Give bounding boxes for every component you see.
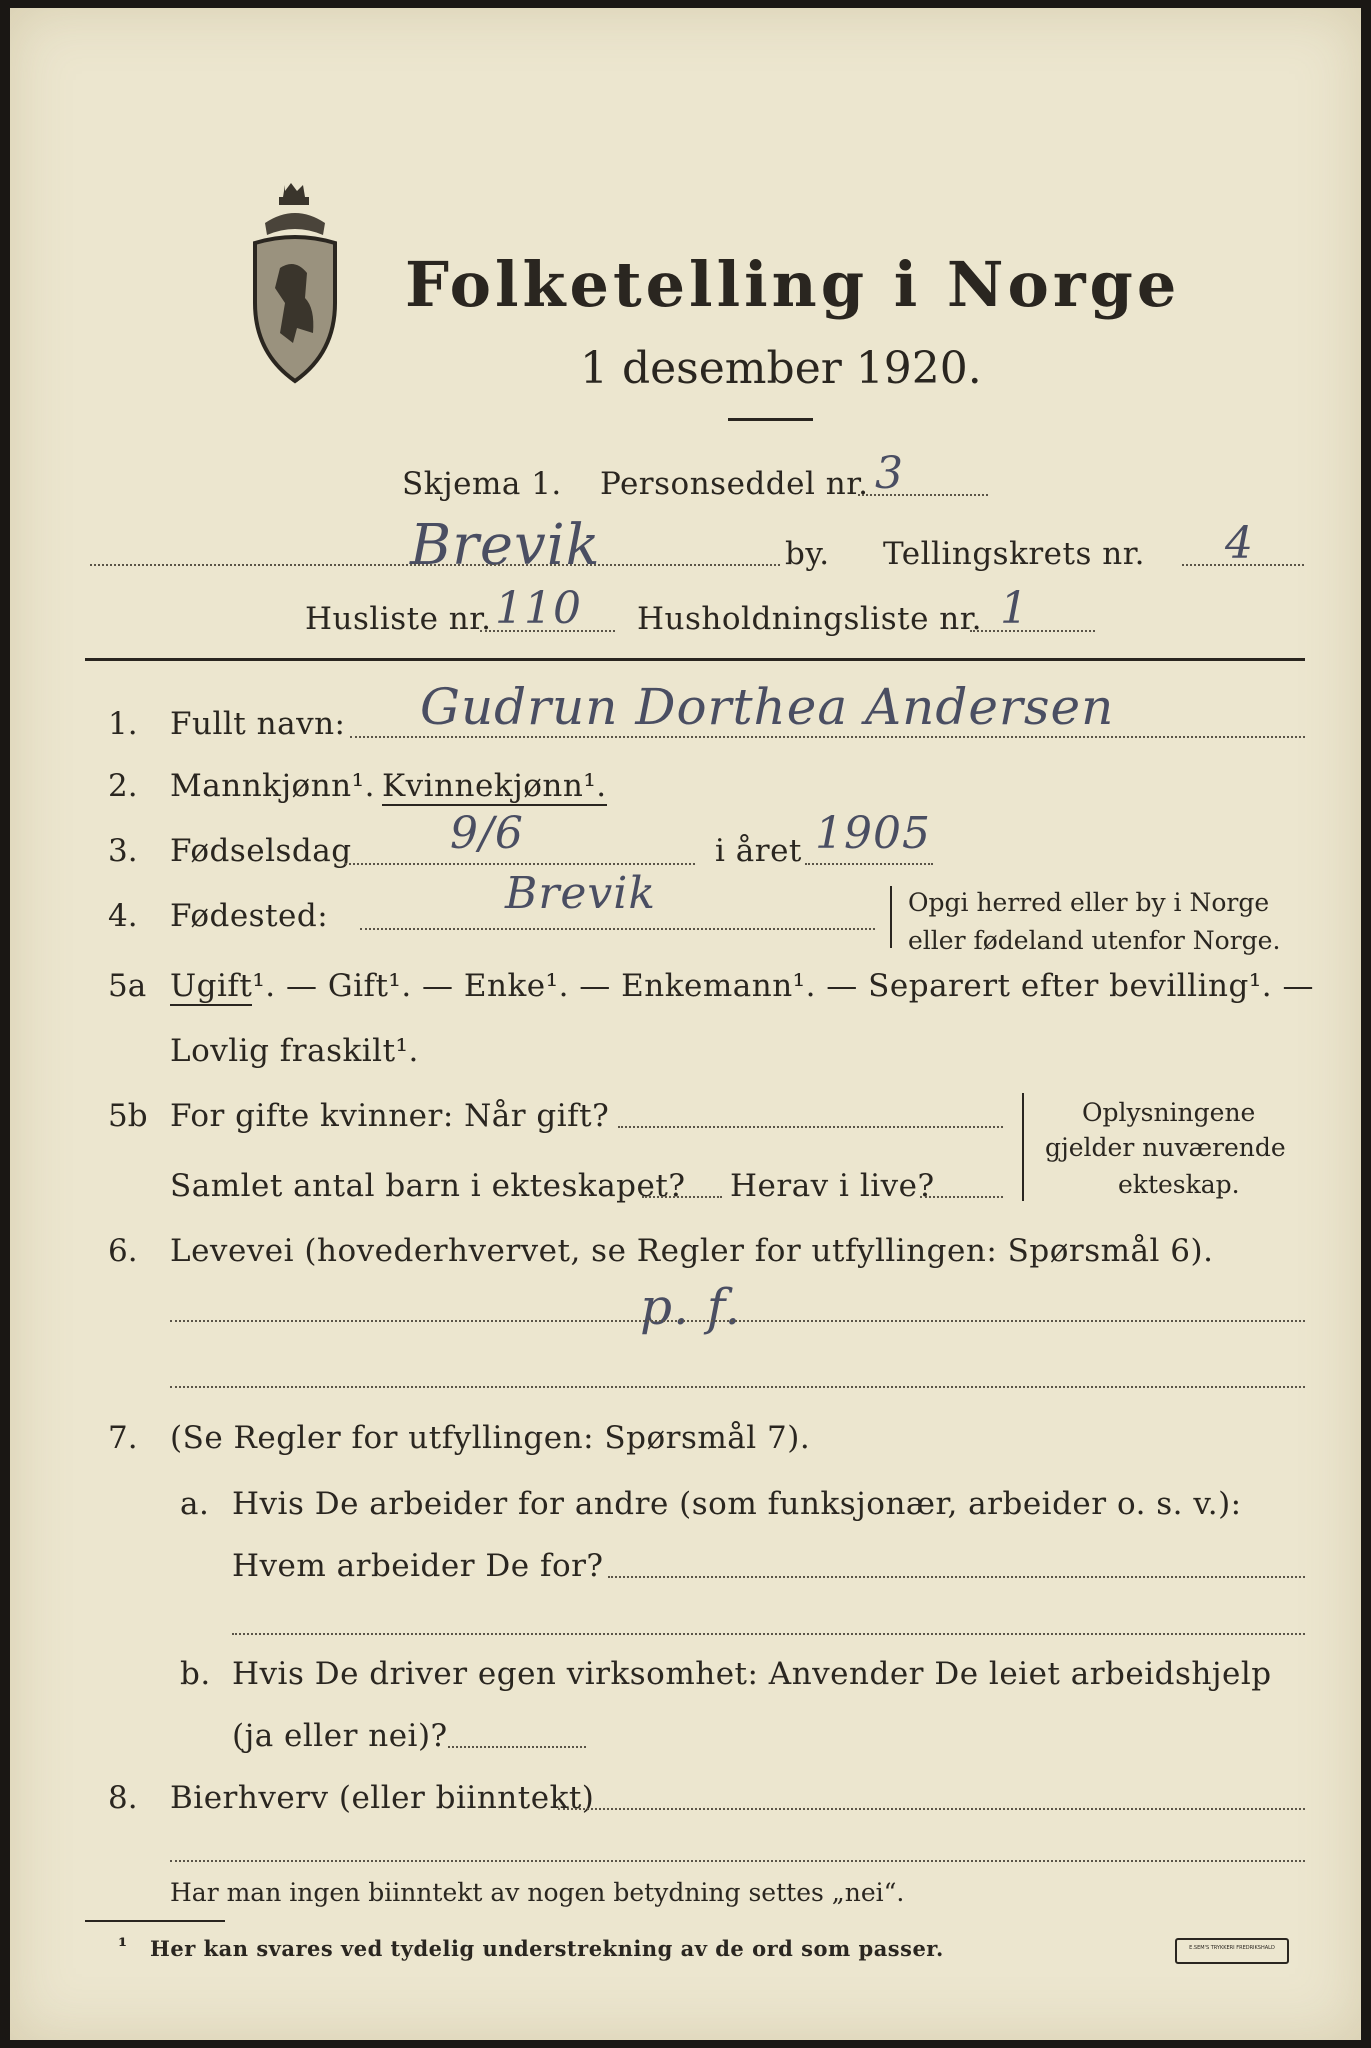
personseddel-value[interactable]: 3 bbox=[875, 448, 904, 499]
q7-number: 7. bbox=[108, 1420, 138, 1456]
q7-label: (Se Regler for utfyllingen: Spørsmål 7). bbox=[170, 1420, 811, 1456]
q6-label: Levevei (hovederhvervet, se Regler for utfyllingen: Spørsmål 6). bbox=[170, 1233, 1214, 1269]
title-divider bbox=[728, 418, 813, 421]
female-option[interactable]: Kvinnekjønn¹. bbox=[382, 768, 607, 804]
q5b-children-label: Samlet antal barn i ekteskapet? bbox=[170, 1168, 686, 1204]
q8-label: Bierhverv (eller biinntekt) bbox=[170, 1780, 595, 1816]
husliste-label: Husliste nr. bbox=[305, 601, 492, 637]
q5b-note-3: ekteskap. bbox=[1118, 1170, 1240, 1199]
q5b-line1: For gifte kvinner: Når gift? bbox=[170, 1098, 610, 1134]
occupation-value[interactable]: p. f. bbox=[640, 1278, 742, 1336]
q4-number: 4. bbox=[108, 898, 138, 934]
header-divider bbox=[85, 658, 1305, 661]
by-label: by. bbox=[785, 536, 830, 572]
divorced-option[interactable]: Lovlig fraskilt¹. bbox=[170, 1033, 419, 1069]
husholdningsliste-label: Husholdningsliste nr. bbox=[637, 601, 983, 637]
q7b-number: b. bbox=[180, 1656, 211, 1692]
q3-label: Fødselsdag bbox=[170, 833, 352, 869]
tellingskrets-label: Tellingskrets nr. bbox=[883, 536, 1145, 572]
birthplace-value[interactable]: Brevik bbox=[505, 868, 656, 919]
marital-options-rest[interactable]: ¹. — Gift¹. — Enke¹. — Enkemann¹. — Separert efter bevilling¹. — bbox=[252, 968, 1314, 1004]
q1-label: Fullt navn: bbox=[170, 706, 346, 742]
q5b-note-2: gjelder nuværende bbox=[1045, 1133, 1286, 1162]
q4-note-2: eller fødeland utenfor Norge. bbox=[908, 926, 1281, 955]
coat-of-arms-icon bbox=[235, 183, 355, 388]
q4-note-1: Opgi herred eller by i Norge bbox=[908, 888, 1270, 917]
q4-label: Fødested: bbox=[170, 898, 329, 934]
personseddel-label: Personseddel nr. bbox=[600, 466, 869, 502]
q3-number: 3. bbox=[108, 833, 138, 869]
full-name-value[interactable]: Gudrun Dorthea Andersen bbox=[420, 678, 1115, 736]
year-label: i året bbox=[715, 833, 802, 869]
printer-stamp bbox=[1175, 1938, 1289, 1964]
q2-number: 2. bbox=[108, 768, 138, 804]
q1-number: 1. bbox=[108, 706, 138, 742]
marital-status-line bbox=[170, 968, 1314, 1004]
place-value[interactable]: Brevik bbox=[410, 513, 601, 578]
footnote-divider bbox=[85, 1920, 225, 1922]
q6-number: 6. bbox=[108, 1233, 138, 1269]
q7a-number: a. bbox=[180, 1486, 210, 1522]
birth-year-value[interactable]: 1905 bbox=[815, 808, 931, 859]
q7a-line1: Hvis De arbeider for andre (som funksjonær, arbeider o. s. v.): bbox=[232, 1486, 1242, 1522]
footnote-text: Her kan svares ved tydelig understrekning av de ord som passer. bbox=[150, 1936, 944, 1961]
q8-number: 8. bbox=[108, 1780, 138, 1816]
census-form bbox=[10, 8, 1361, 2040]
ugift-option[interactable]: Ugift bbox=[170, 968, 253, 1004]
note-brace bbox=[890, 886, 902, 948]
skjema-label: Skjema 1. bbox=[402, 466, 562, 502]
printer-stamp-text: E.SEM'S TRYKKERI FREDRIKSHALD bbox=[1189, 1945, 1275, 1951]
q7a-line2: Hvem arbeider De for? bbox=[232, 1548, 604, 1584]
q5b-alive-label: Herav i live? bbox=[730, 1168, 935, 1204]
footnote-mark: ¹ bbox=[118, 1933, 128, 1958]
q5a-number: 5a bbox=[108, 968, 147, 1004]
birthday-value[interactable]: 9/6 bbox=[450, 808, 524, 859]
husholdningsliste-value[interactable]: 1 bbox=[1000, 583, 1029, 634]
census-date: 1 desember 1920. bbox=[580, 343, 982, 394]
tellingskrets-value[interactable]: 4 bbox=[1225, 518, 1254, 569]
husliste-value[interactable]: 110 bbox=[495, 583, 582, 634]
q5b-note-1: Oplysningene bbox=[1082, 1098, 1256, 1127]
q7b-line2: (ja eller nei)? bbox=[232, 1718, 448, 1754]
q8-note: Har man ingen biinntekt av nogen betydning settes „nei“. bbox=[170, 1878, 905, 1907]
form-title: Folketelling i Norge bbox=[405, 248, 1181, 321]
male-option[interactable]: Mannkjønn¹. bbox=[170, 768, 375, 804]
q5b-brace bbox=[1022, 1093, 1034, 1201]
q5b-number: 5b bbox=[108, 1098, 148, 1134]
q7b-line1: Hvis De driver egen virksomhet: Anvender De leiet arbeidshjelp bbox=[232, 1656, 1272, 1692]
